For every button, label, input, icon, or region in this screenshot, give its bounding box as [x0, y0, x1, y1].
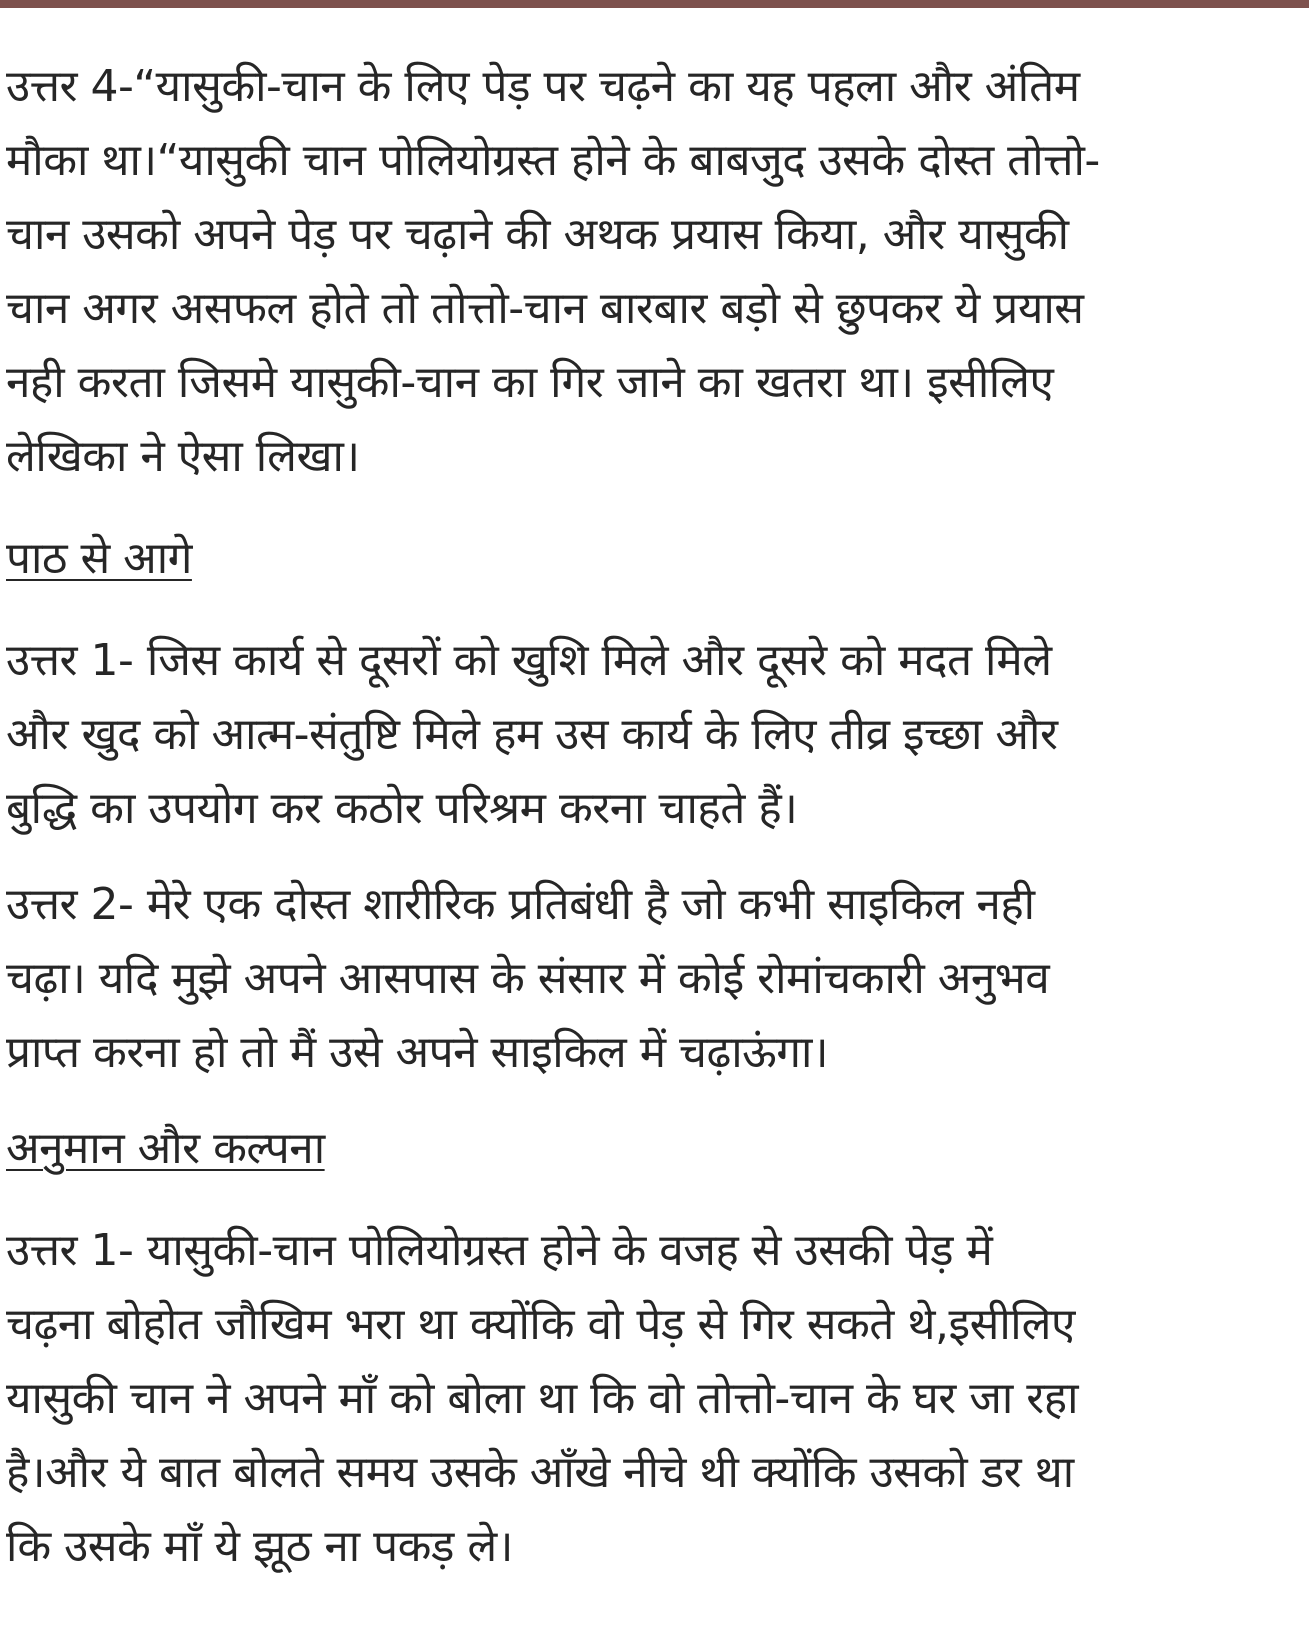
answer-1-paragraph [6, 624, 1301, 846]
spacer [6, 596, 1301, 624]
text-line: यासुकी चान ने अपने माँ को बोला था कि वो तोत्तो-चान के घर जा रहा [6, 1373, 1079, 1424]
spacer [6, 1186, 1301, 1214]
text-line: मौका था।“यासुकी चान पोलियोग्रस्त होने के बाबजुद उसके दोस्त तोत्तो- [6, 135, 1100, 186]
spacer [6, 1090, 1301, 1112]
text-line: चढ़ा। यदि मुझे अपने आसपास के संसार में कोई रोमांचकारी अनुभव [6, 953, 1050, 1004]
answer-2-paragraph [6, 868, 1301, 1090]
spacer [6, 846, 1301, 868]
text-line: चान अगर असफल होते तो तोत्तो-चान बारबार बड़ो से छुपकर ये प्रयास [6, 283, 1084, 334]
text-line: कि उसके माँ ये झूठ ना पकड़ ले। [6, 1521, 513, 1572]
spacer [6, 494, 1301, 522]
section-heading-path-se-aage [6, 522, 1301, 596]
text-line: चान उसको अपने पेड़ पर चढ़ाने की अथक प्रयास किया, और यासुकी [6, 209, 1069, 260]
text-line: बुद्धि का उपयोग कर कठोर परिश्रम करना चाहते हैं। [6, 783, 798, 834]
section-heading: अनुमान और कल्पना [6, 1123, 325, 1174]
top-border-bar [0, 0, 1309, 8]
text-line: उत्तर 1- यासुकी-चान पोलियोग्रस्त होने के वजह से उसकी पेड़ में [6, 1225, 993, 1276]
answer-4-paragraph [6, 50, 1301, 494]
text-line: उत्तर 1- जिस कार्य से दूसरों को खुशि मिले और दूसरे को मदत मिले [6, 635, 1052, 686]
text-line: लेखिका ने ऐसा लिखा। [6, 431, 360, 482]
section-heading-anumaan-aur-kalpana [6, 1112, 1301, 1186]
text-line: नही करता जिसमे यासुकी-चान का गिर जाने का खतरा था। इसीलिए [6, 357, 1054, 408]
text-line: है।और ये बात बोलते समय उसके आँखे नीचे थी क्योंकि उसको डर था [6, 1447, 1074, 1498]
document-content [6, 50, 1301, 1584]
text-line: उत्तर 2- मेरे एक दोस्त शारीरिक प्रतिबंधी है जो कभी साइकिल नही [6, 879, 1035, 930]
section-heading: पाठ से आगे [6, 533, 192, 584]
text-line: चढ़ना बोहोत जौखिम भरा था क्योंकि वो पेड़ से गिर सकते थे,इसीलिए [6, 1299, 1075, 1350]
text-line: और खुद को आत्म-संतुष्टि मिले हम उस कार्य के लिए तीव्र इच्छा और [6, 709, 1058, 760]
text-line: प्राप्त करना हो तो मैं उसे अपने साइकिल में चढ़ाऊंगा। [6, 1027, 829, 1078]
anumaan-answer-1-paragraph [6, 1214, 1301, 1584]
text-line: उत्तर 4-“यासुकी-चान के लिए पेड़ पर चढ़ने का यह पहला और अंतिम [6, 61, 1080, 112]
